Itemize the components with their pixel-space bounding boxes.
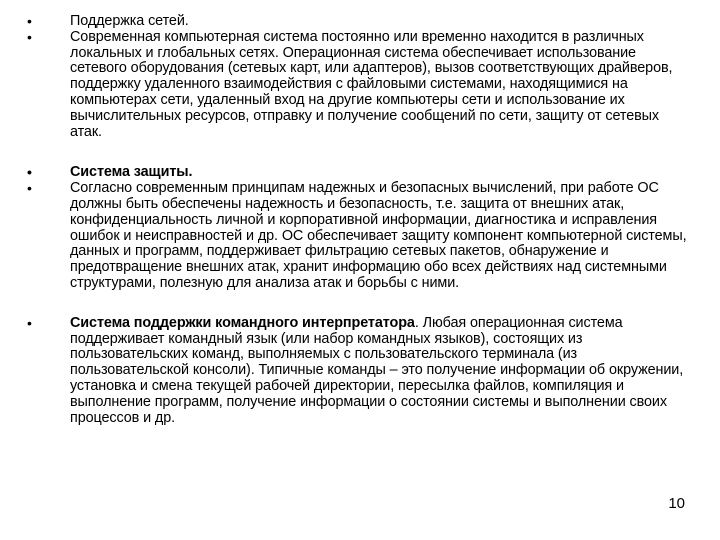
- section-body-security: [27, 181, 687, 292]
- spacer: [27, 140, 687, 165]
- bullet-icon: •: [27, 164, 32, 181]
- spacer: [27, 292, 687, 316]
- bullet-icon: •: [27, 28, 32, 45]
- section-body-text: Согласно современным принципам надежных и безопасных вычислений, при работе ОС должны быть обеспечены надежность и безопасность, т.е. защита от внешних атак, конфиденциальность личной и корпоративной информации, диагностика и исправления ошибок и неисправностей и др. ОС обеспечивает защиту компонент компьютерной системы, данных и программ, поддерживает фильтрацию сетевых пакетов, обнаружение и предотвращение внешних атак, хранит информацию обо всех действиях над системными структурами, полезную для анализа атак и борьбы с ними.: [70, 180, 687, 291]
- section-body-networks: [27, 30, 687, 141]
- section-heading-text: Система поддержки командного интерпретатора: [70, 314, 415, 331]
- bullet-icon: •: [27, 13, 32, 29]
- bullet-list: [27, 14, 687, 426]
- section-heading-text: Система защиты.: [70, 164, 193, 181]
- section-body-text: Любая операционная система поддерживает командный язык (или набор командных языков), состоящих из пользовательских команд, выполняемых с пользовательского терминала (из пользовательской консоли). Типичные команды – это получение информации об окружении, установка и смена текущей рабочей директории, пересылка файлов, компиляция и выполнение программ, получение информации о состоянии системы и выполнении своих процессов и др.: [70, 314, 684, 426]
- section-heading-text: Поддержка сетей.: [70, 13, 189, 29]
- bullet-icon: •: [27, 314, 32, 331]
- section-heading-suffix: .: [414, 314, 419, 331]
- page-number: 10: [668, 495, 685, 512]
- section-heading-networks: [27, 14, 687, 30]
- bullet-icon: •: [27, 180, 32, 197]
- section-heading-security: [27, 165, 687, 181]
- section-command-interpreter: [27, 316, 687, 427]
- section-body-text: Современная компьютерная система постоянно или временно находится в различных локальных и глобальных сетях. Операционная система обеспечивает использование сетевого оборудования (сетевых карт, или адаптеров), вызов соответствующих драйверов, поддержку удаленного взаимодействия с файловыми системами, находящимися на компьютерах сети, удаленный вход на другие компьютеры сети и использование их вычислительных ресурсов, отправку и получение сообщений по сети, защиту от сетевых атак.: [70, 28, 673, 140]
